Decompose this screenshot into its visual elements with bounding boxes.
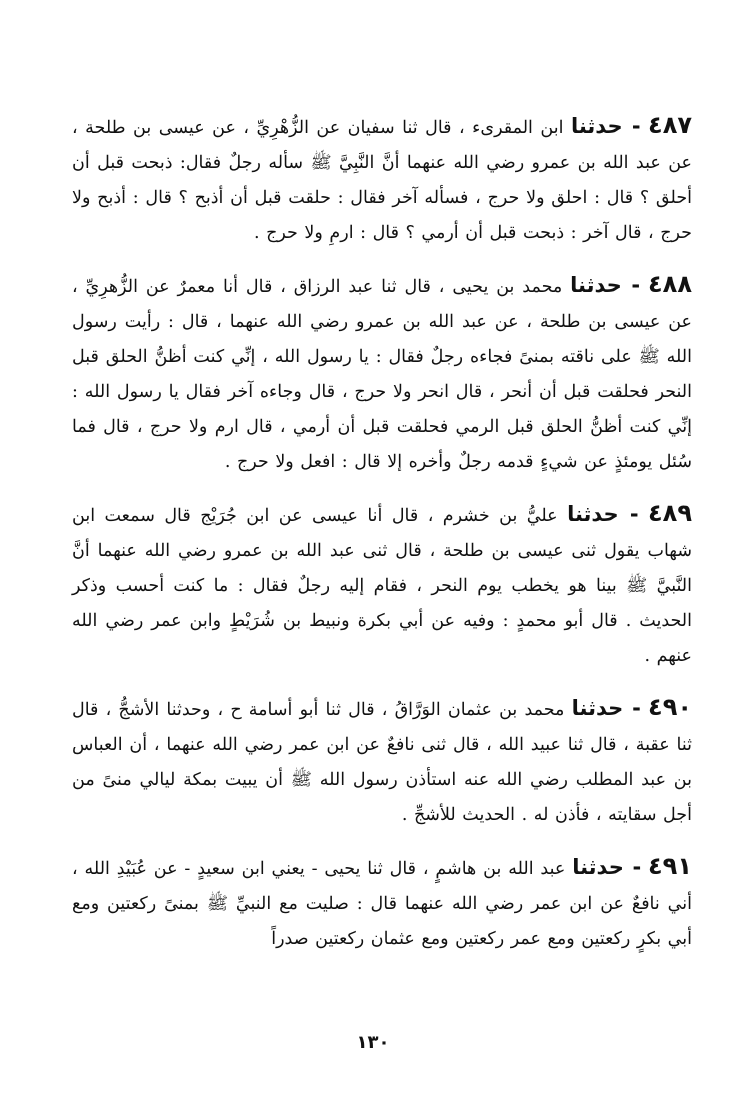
hadith-489	[72, 496, 692, 674]
hadith-491	[72, 849, 692, 957]
page-number: ١٣٠	[356, 1032, 390, 1053]
hadith-keyword: - حدثنا	[572, 855, 642, 879]
page-body	[72, 108, 692, 1068]
hadith-text: عليُّ بن خشرم ، قال أنا عيسى عن ابن جُرَيْج قال سمعت ابن شهاب يقول ثنى عيسى بن طلحة ، قال ثنى عبد الله بن عمرو رضي الله عنهما أنَّ النَّبيَّ ﷺ بينا هو يخطب يوم النحر ، فقام إليه رجلٌ فقال : ما كنت أحسب وذكر الحديث . قال أبو محمدٍ : وفيه عن أبي بكرة ونبيط بن شُرَيْطٍ وابن عمر رضي الله عنهم .	[72, 506, 692, 666]
hadith-keyword: - حدثنا	[567, 502, 639, 526]
hadith-number: ٤٩١	[648, 852, 692, 880]
hadith-488	[72, 267, 692, 480]
hadith-text: محمد بن يحيى ، قال ثنا عبد الرزاق ، قال أنا معمرٌ عن الزُّهرِيِّ ، عن عيسى بن طلحة ، عن عبد الله بن عمرو رضي الله عنهما ، قال : رأيت رسول الله ﷺ على ناقته بمنىً فجاءه رجلٌ فقال : يا رسول الله ، إنِّي كنت أظنُّ الحلق قبل النحر فحلقت قبل أن أنحر ، قال انحر ولا حرج ، قال وجاءه آخر فقال يا رسول الله : إنِّي كنت أظنُّ الحلق قبل الرمي فحلقت قبل أن أرمي ، قال ارم ولا حرج ، قال فما سُئل يومئذٍ عن شيءٍ قدمه رجلٌ وأخره إلا قال : افعل ولا حرج .	[72, 277, 692, 472]
hadith-number: ٤٨٩	[648, 499, 692, 527]
hadith-text: محمد بن عثمان الوَرَّاقُ ، قال ثنا أبو أسامة ح ، وحدثنا الأشجُّ ، قال ثنا عقبة ، قال ثنا عبيد الله ، قال ثنى نافعٌ عن ابن عمر رضي الله عنهما ، أن العباس بن عبد المطلب رضي الله عنه استأذن رسول الله ﷺ أن يبيت بمكة ليالي منىً من أجل سقايته ، فأذن له . الحديث للأشجِّ .	[72, 700, 692, 825]
hadith-keyword: - حدثنا	[570, 273, 641, 297]
hadith-keyword: - حدثنا	[571, 696, 641, 720]
hadith-number: ٤٩٠	[648, 693, 692, 721]
hadith-keyword: - حدثنا	[570, 114, 641, 138]
hadith-number: ٤٨٨	[648, 270, 692, 298]
hadith-number: ٤٨٧	[648, 111, 692, 139]
hadith-490	[72, 690, 692, 833]
hadith-487	[72, 108, 692, 251]
hadith-text: ابن المقرىء ، قال ثنا سفيان عن الزُّهْرِيِّ ، عن عيسى بن طلحة ، عن عبد الله بن عمرو رضي الله عنهما أنَّ النَّبِيَّ ﷺ سأله رجلٌ فقال: ذبحت قبل أن أحلق ؟ قال : احلق ولا حرج ، فسأله آخر فقال : حلقت قبل أن أذبح ؟ قال : أذبح ولا حرج ، قال آخر : ذبحت قبل أن أرمي ؟ قال : ارمِ ولا حرج .	[72, 118, 692, 243]
hadith-text: عبد الله بن هاشمٍ ، قال ثنا يحيى - يعني ابن سعيدٍ - عن عُبَيْدِ الله ، أني نافعٌ عن ابن عمر رضي الله عنهما قال : صليت مع النبيِّ ﷺ بمنىً ركعتين ومع أبي بكرٍ ركعتين ومع عمر ركعتين ومع عثمان ركعتين صدراً	[72, 859, 692, 949]
